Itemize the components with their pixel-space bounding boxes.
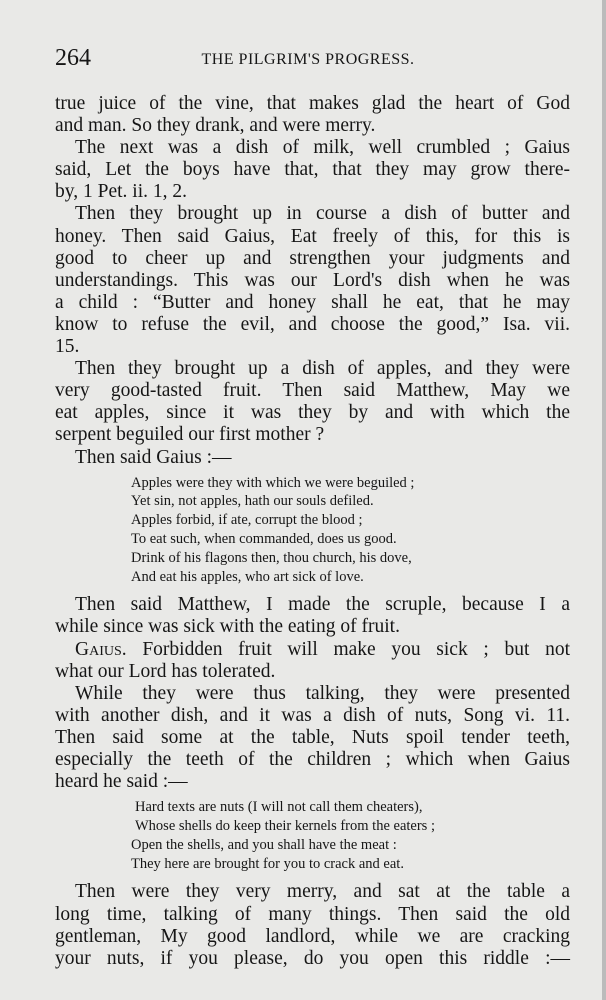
text-line: a child : “Butter and honey shall he eat, that he may	[55, 291, 570, 313]
text-line: your nuts, if you please, do you open this riddle :—	[55, 947, 570, 969]
text-line: 15.	[55, 336, 80, 358]
text-line: Then said some at the table, Nuts spoil tender teeth,	[55, 726, 570, 748]
paragraph	[55, 881, 570, 969]
text-line: very good-tasted fruit. Then said Matthew, May we	[55, 380, 570, 402]
text-line: by, 1 Pet. ii. 1, 2.	[55, 181, 187, 203]
verse-line: To eat such, when commanded, does us good.	[131, 530, 397, 547]
verse-line: They here are brought for you to crack and eat.	[131, 855, 404, 872]
text-line: eat apples, since it was they by and with which the	[55, 402, 570, 424]
text-line: said, Let the boys have that, that they may grow there-	[55, 159, 570, 181]
verse-line: Open the shells, and you shall have the meat :	[131, 836, 397, 853]
verse-line: Drink of his flagons then, thou church, his dove,	[131, 549, 412, 566]
text-line: with another dish, and it was a dish of nuts, Song vi. 11.	[55, 704, 570, 726]
text-line: what our Lord has tolerated.	[55, 660, 276, 682]
paragraph	[55, 639, 570, 683]
text-line: heard he said :—	[55, 771, 188, 793]
verse-line: Apples were they with which we were beguiled ;	[131, 474, 415, 491]
text-line: While they were thus talking, they were presented	[75, 682, 570, 704]
paragraph	[55, 203, 570, 358]
text-line: Then said Matthew, I made the scruple, because I a	[75, 594, 570, 616]
text-line: long time, talking of many things. Then said the old	[55, 903, 570, 925]
text-line: understandings. This was our Lord's dish when he was	[55, 269, 570, 291]
paragraph	[55, 137, 570, 203]
text-line: while since was sick with the eating of fruit.	[55, 616, 400, 638]
text-line: especially the teeth of the children ; which when Gaius	[55, 749, 570, 771]
speaker-name: Gaius.	[75, 638, 127, 660]
text-line: serpent beguiled our first mother ?	[55, 424, 325, 446]
line-text: Forbidden fruit will make you sick ; but not	[126, 638, 570, 660]
verse-line: And eat his apples, who art sick of love.	[131, 568, 364, 585]
running-title: THE PILGRIM'S PROGRESS.	[201, 51, 415, 68]
text-line	[55, 639, 570, 661]
text-line: true juice of the vine, that makes glad the heart of God	[55, 93, 570, 114]
verse	[131, 474, 570, 587]
paragraph	[55, 447, 570, 469]
text-line: good to cheer up and strengthen your judgments and	[55, 247, 570, 269]
paragraph	[55, 358, 570, 446]
text-line: Then said Gaius :—	[75, 446, 232, 468]
verse-line: Whose shells do keep their kernels from the eaters ;	[135, 818, 435, 835]
verse	[131, 798, 570, 873]
text-line: know to refuse the evil, and choose the good,” Isa. vii.	[55, 313, 570, 335]
text-line: Then they brought up in course a dish of butter and	[75, 203, 570, 225]
text-line: and man. So they drank, and were merry.	[55, 115, 376, 137]
paragraph	[55, 683, 570, 793]
page-number: 264	[55, 45, 91, 71]
text-line: honey. Then said Gaius, Eat freely of this, for this is	[55, 225, 570, 247]
text-line: Then they brought up a dish of apples, and they were	[75, 358, 570, 380]
text-line: Then were they very merry, and sat at the table a	[75, 881, 570, 903]
verse-line: Hard texts are nuts (I will not call them cheaters),	[135, 799, 423, 816]
page-body	[55, 93, 570, 970]
paragraph	[55, 594, 570, 638]
verse-line: Yet sin, not apples, hath our souls defiled.	[131, 493, 374, 510]
verse-line: Apples forbid, if ate, corrupt the blood ;	[131, 512, 363, 529]
text-line: gentleman, My good landlord, while we are cracking	[55, 925, 570, 947]
page-edge	[602, 0, 606, 1000]
paragraph	[55, 93, 570, 137]
text-line: The next was a dish of milk, well crumbled ; Gaius	[75, 137, 570, 159]
